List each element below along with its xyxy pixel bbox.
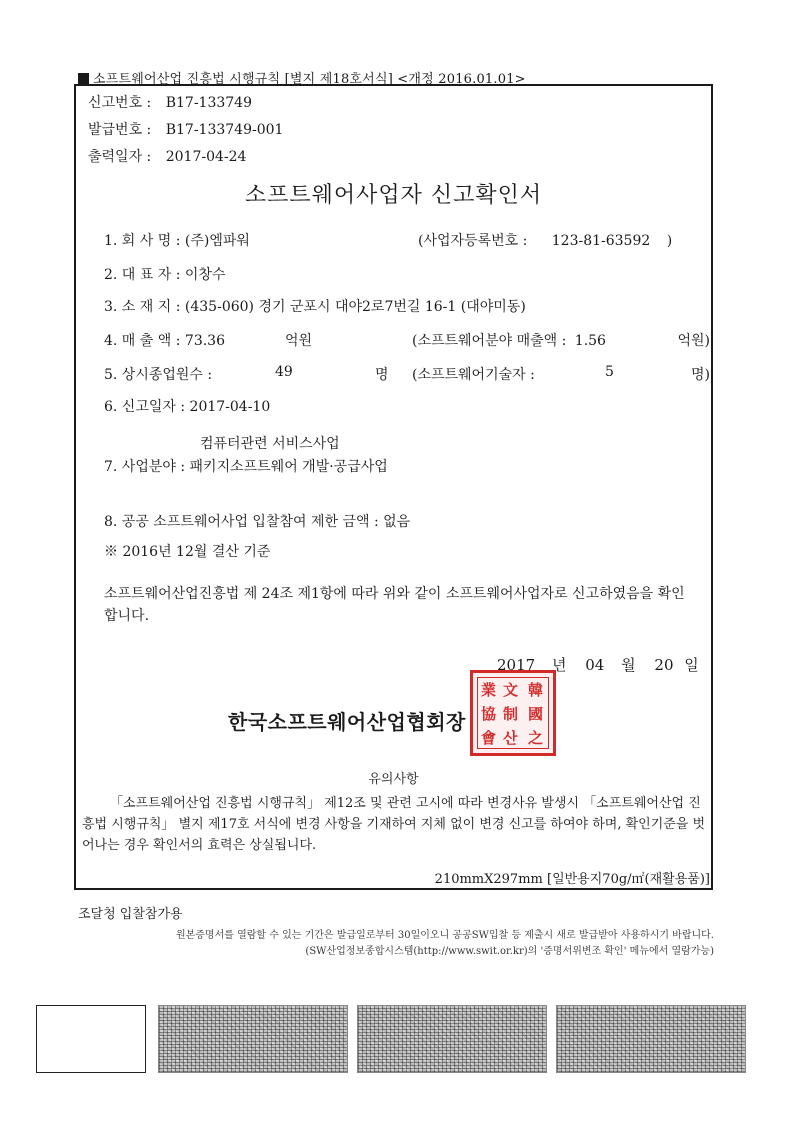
address-label: 3. 소 재 지 : (104, 299, 181, 315)
issue-day-unit: 일 (684, 656, 699, 674)
rep-label: 2. 대 표 자 : (104, 267, 181, 283)
issue-month: 04 (585, 656, 605, 674)
bid-limit-label: 8. 공공 소프트웨어사업 입찰참여 제한 금액 : (104, 514, 379, 530)
confirmation-statement: 소프트웨어산업진흥법 제 24조 제1항에 따라 위와 같이 소프트웨어사업자로 신고하였음을 확인합니다. (104, 586, 685, 624)
field-biz-field (104, 456, 388, 476)
seal-glyph: 業 (481, 681, 497, 699)
field-report-date (104, 396, 270, 416)
issue-day: 20 (654, 656, 674, 674)
square-bullet-icon (78, 73, 89, 84)
issue-year: 2017 (497, 656, 536, 674)
report-number-value: B17-133749 (165, 95, 252, 111)
field-biz-reg (418, 230, 672, 250)
sw-sales-value: 1.56 (574, 333, 606, 349)
tech-label: (소프트웨어기술자 : (412, 367, 535, 383)
tech-unit: 명) (691, 367, 710, 383)
print-date-value: 2017-04-24 (165, 149, 247, 165)
biz-field-label: 7. 사업분야 : (104, 459, 186, 475)
field-address (104, 296, 526, 316)
field-sw-sales (412, 330, 606, 350)
staff-value: 49 (275, 364, 293, 380)
field-sales (104, 330, 225, 350)
seal-glyph: 文 (503, 681, 519, 699)
issue-number-label: 발급번호 : (88, 122, 152, 138)
seal-glyph: 制 (503, 705, 519, 723)
footer-line-2: (SW산업정보종합시스템(http://www.swit.or.kr)의 '증명서위변조 확인' 메뉴에서 열람가능) (305, 946, 714, 957)
field-representative (104, 264, 225, 284)
usage-purpose: 조달청 입찰참가용 (78, 907, 183, 922)
sw-sales-unit: 억원) (677, 333, 710, 349)
barcode-block-3 (556, 1005, 746, 1073)
sales-unit: 억원 (285, 333, 313, 349)
barcode-block-2 (357, 1005, 547, 1073)
report-date-value: 2017-04-10 (189, 399, 271, 415)
form-reference-text: 소프트웨어산업 진흥법 시행규칙 [별지 제18호서식] <개정 2016.01.01> (93, 72, 526, 87)
document-title: 소프트웨어사업자 신고확인서 (244, 183, 543, 208)
paper-specification: 210mmX297mm [일반용지70g/㎡(재활용품)] (434, 872, 710, 887)
settlement-basis: ※ 2016년 12월 결산 기준 (104, 544, 271, 560)
sales-value: 73.36 (184, 333, 225, 349)
biz-reg-value: 123-81-63592 (551, 233, 651, 249)
biz-reg-label: (사업자등록번호 : (418, 233, 528, 249)
report-number-label: 신고번호 : (88, 95, 152, 111)
field-staff (104, 364, 212, 384)
rep-value: 이창수 (184, 267, 226, 283)
report-date-label: 6. 신고일자 : (104, 399, 186, 415)
field-company (104, 230, 250, 250)
report-number (88, 92, 252, 112)
footer-line-1: 원본증명서를 열람할 수 있는 기간은 발급일로부터 30일이오니 공공SW입찰 등 제출시 새로 발급받아 사용하시기 바랍니다. (175, 930, 714, 941)
staff-unit: 명 (375, 367, 389, 383)
biz-field-line-2: 패키지소프트웨어 개발·공급사업 (189, 459, 388, 475)
seal-glyph: 之 (528, 729, 544, 747)
issuer-name: 한국소프트웨어산업협회장 (228, 710, 466, 734)
company-label: 1. 회 사 명 : (104, 233, 181, 249)
empty-stamp-box (36, 1005, 146, 1073)
seal-glyph: 會 (481, 729, 497, 747)
company-value: (주)엠파워 (184, 233, 250, 249)
notice-body: 「소프트웨어산업 진흥법 시행규칙」 제12조 및 관련 고시에 따라 변경사유 발생시 「소프트웨어산업 진흥법 시행규칙」 별지 제17호 서식에 변경 사항을 기재하여 지체 없이 변경 신고를 하여야 하며, 확인기준을 벗어나는 경우 확인서의 효력은 상실됩니다. (82, 796, 706, 853)
official-seal-icon (470, 670, 556, 756)
notice-title: 유의사항 (368, 772, 419, 787)
issue-month-unit: 월 (621, 656, 636, 674)
issue-number (88, 119, 283, 139)
bid-limit-value: 없음 (383, 514, 411, 530)
staff-label: 5. 상시종업원수 : (104, 367, 213, 383)
issue-year-unit: 년 (551, 656, 567, 674)
field-bid-limit (104, 511, 410, 531)
seal-glyph: 國 (528, 705, 544, 723)
print-date (88, 146, 246, 166)
issue-number-value: B17-133749-001 (165, 122, 284, 138)
tech-value: 5 (605, 364, 614, 380)
address-value: (435-060) 경기 군포시 대야2로7번길 16-1 (대야미동) (184, 299, 526, 315)
sw-sales-label: (소프트웨어분야 매출액 : (412, 333, 567, 349)
seal-glyph: 協 (481, 705, 497, 723)
seal-glyph: 韓 (528, 681, 544, 699)
seal-glyph: 산 (503, 729, 518, 747)
biz-field-line-1: 컴퓨터관련 서비스사업 (200, 436, 340, 452)
print-date-label: 출력일자 : (88, 149, 152, 165)
barcode-block-1 (158, 1005, 348, 1073)
sales-label: 4. 매 출 액 : (104, 333, 181, 349)
biz-reg-close: ) (666, 233, 673, 249)
